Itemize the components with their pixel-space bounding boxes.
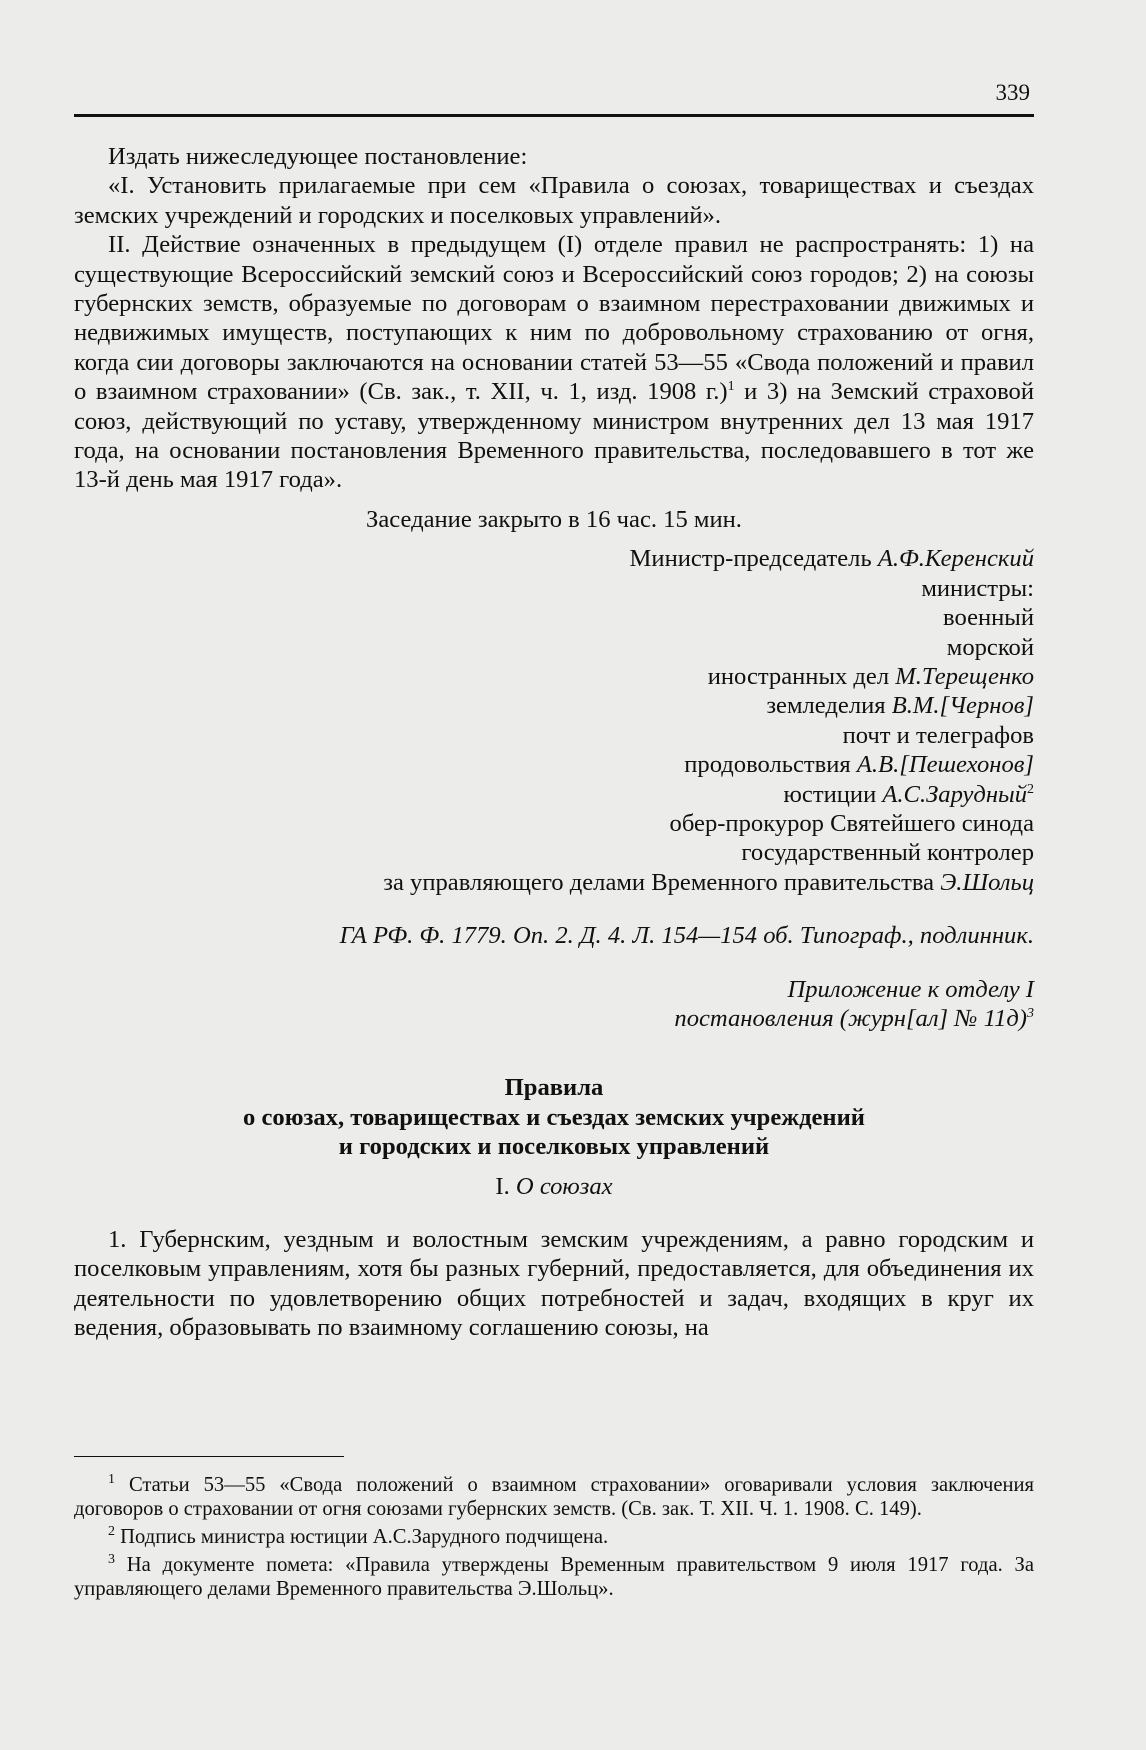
- sig-ministers: министры:: [921, 574, 1034, 602]
- sig-justice-title: юстиции: [783, 780, 883, 808]
- sig-food: [74, 750, 1034, 779]
- rules-subtitle-1: о союзах, товариществах и съездах земских учреждений: [243, 1103, 865, 1131]
- page-header: [74, 74, 1034, 124]
- rules-title: Правила: [504, 1074, 604, 1102]
- archive-source: ГА РФ. Ф. 1779. Оп. 2. Д. 4. Л. 154—154 об. Типограф., подлинник.: [339, 922, 1034, 950]
- sig-naval: морской: [946, 633, 1034, 661]
- sig-chair-title: Министр-председатель: [629, 545, 878, 573]
- rules-subtitle-2: и городских и поселковых управлений: [338, 1133, 770, 1161]
- footnote-ref-1: 1: [727, 379, 735, 395]
- sig-controller: государственный контролер: [741, 839, 1034, 867]
- article-1: 1. Губернским, уездным и волостным земским учреждениям, а равно городским и поселковым управлениям, хотя бы разных губерний, предоставляется, для объединения их деятельности по удовлетворению общих потребностей и задач, входящих в круг их ведения, образовывать по взаимному соглашению союзы, на: [74, 1226, 1034, 1342]
- footnote-2: [74, 1525, 1034, 1549]
- decree-section-2-text: II. Действие означенных в предыдущем (I) отделе правил не распространять: 1) на существующие Всероссийский земский союз и Всероссийский союз городов; 2) на союзы губернских земств, образуемые по договорам о взаимном перестраховании движимых и недвижимых имуществ, поступающих к ним по добровольному страхованию от огня, когда сии договоры заключаются на основании статей 53—55 «Свода положений и правил о взаимном страховании» (Св. зак., т. XII, ч. 1, изд. 1908 г.): [74, 231, 1034, 406]
- session-closing: Заседание закрыто в 16 час. 15 мин.: [366, 505, 742, 533]
- sig-manager: [74, 868, 1034, 897]
- sig-chair-name: А.Ф.Керенский: [877, 545, 1034, 573]
- footnote-1: [74, 1473, 1034, 1521]
- footnote-3-text: На документе помета: «Правила утверждены Временным правительством 9 июля 1917 года. За управляющего делами Временного правительства Э.Шольц».: [74, 1554, 1034, 1600]
- sig-justice: [74, 780, 1034, 809]
- sig-agri-title: земледелия: [766, 692, 892, 720]
- sig-military: военный: [943, 604, 1034, 632]
- appendix-line-1: Приложение к отделу I: [787, 975, 1034, 1003]
- page-number: 339: [995, 80, 1030, 105]
- sig-posts: почт и телеграфов: [842, 721, 1034, 749]
- sig-manager-name: Э.Шольц: [940, 868, 1034, 896]
- header-rule: [74, 114, 1034, 117]
- footnote-1-number: 1: [108, 1472, 115, 1488]
- decree-section-2: [74, 230, 1034, 495]
- sig-foreign: [74, 662, 1034, 691]
- sig-food-name: А.В.[Пешехонов]: [856, 751, 1034, 779]
- decree-section-2-cont: и 3) на Земский страховой союз, действующий по уставу, утвержденному министром внутренних дел 13 мая 1917 года, на основании постановления Временного правительства, последовавшего в тот же 13-й день мая 1917 года».: [74, 378, 1034, 494]
- footnote-ref-3: 3: [1027, 1005, 1034, 1021]
- appendix-line-2: [74, 1004, 1034, 1033]
- footnote-3-number: 3: [108, 1552, 115, 1568]
- sig-food-title: продовольствия: [684, 751, 857, 779]
- sig-agri-name: В.М.[Чернов]: [891, 692, 1034, 720]
- sig-foreign-name: М.Терещенко: [895, 662, 1034, 690]
- decree-section-1: «I. Установить прилагаемые при сем «Правила о союзах, товариществах и съездах земских учреждений и городских и поселковых управлений».: [74, 172, 1034, 229]
- footnote-2-number: 2: [108, 1524, 115, 1540]
- footnotes: [74, 1456, 1034, 1605]
- appendix-line-2-text: постановления (журн[ал] № 11д): [674, 1004, 1027, 1032]
- footnote-2-text: Подпись министра юстиции А.С.Зарудного подчищена.: [115, 1526, 609, 1548]
- sig-chair: [74, 544, 1034, 573]
- sig-agriculture: [74, 691, 1034, 720]
- decree-intro: Издать нижеследующее постановление:: [108, 143, 528, 170]
- sig-manager-title: за управляющего делами Временного правительства: [383, 868, 941, 896]
- section-heading: [74, 1172, 1034, 1201]
- signature-block: [74, 544, 1034, 897]
- sig-justice-name: А.С.Зарудный: [882, 780, 1027, 808]
- section-name: О союзах: [515, 1172, 613, 1200]
- footnote-rule: [74, 1456, 344, 1457]
- section-number: I.: [495, 1172, 516, 1200]
- sig-foreign-title: иностранных дел: [707, 662, 896, 690]
- document-body: [74, 142, 1034, 1343]
- sig-synod: обер-прокурор Святейшего синода: [669, 809, 1034, 837]
- footnote-1-text: Статьи 53—55 «Свода положений о взаимном страховании» оговаривали условия заключения договоров о страховании от огня союзами губернских земств. (Св. зак. Т. XII. Ч. 1. 1908. С. 149).: [74, 1474, 1034, 1520]
- footnote-ref-2: 2: [1027, 781, 1034, 797]
- footnote-3: [74, 1553, 1034, 1601]
